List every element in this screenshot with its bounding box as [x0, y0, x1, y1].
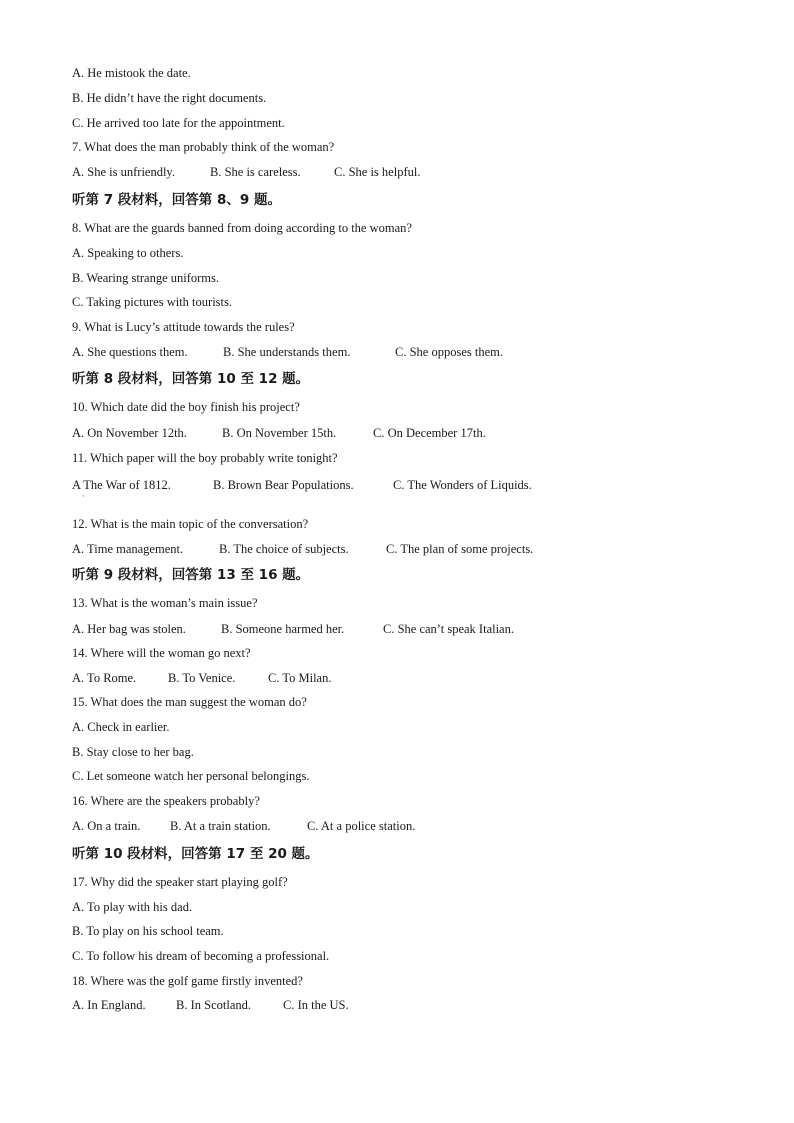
q7-option-a: A. She is unfriendly.: [72, 165, 175, 179]
q11-option-b: B. Brown Bear Populations.: [213, 478, 354, 492]
question-11: 11. Which paper will the boy probably write tonight?: [72, 451, 338, 465]
q8-option-b: B. Wearing strange uniforms.: [72, 271, 219, 285]
q10-option-b: B. On November 15th.: [222, 426, 337, 440]
section-heading-7: 听第 7 段材料，回答第 8、9 题。: [72, 192, 281, 208]
question-15: 15. What does the man suggest the woman do?: [72, 695, 307, 709]
q11-option-c: C. The Wonders of Liquids.: [393, 478, 532, 492]
q15-option-a: A. Check in earlier.: [72, 720, 170, 734]
q6-option-a: A. He mistook the date.: [72, 66, 191, 80]
q9-option-b: B. She understands them.: [223, 345, 351, 359]
q7-option-c: C. She is helpful.: [334, 165, 421, 179]
question-10: 10. Which date did the boy finish his project?: [72, 400, 300, 414]
section-heading-8: 听第 8 段材料，回答第 10 至 12 题。: [72, 371, 310, 387]
q17-option-a: A. To play with his dad.: [72, 900, 193, 914]
q18-option-b: B. In Scotland.: [176, 998, 251, 1012]
q12-option-c: C. The plan of some projects.: [386, 542, 534, 556]
q10-option-a: A. On November 12th.: [72, 426, 187, 440]
q12-option-a: A. Time management.: [72, 542, 184, 556]
q15-option-c: C. Let someone watch her personal belongings.: [72, 769, 310, 783]
q15-option-b: B. Stay close to her bag.: [72, 745, 194, 759]
q17-option-c: C. To follow his dream of becoming a professional.: [72, 949, 330, 963]
q8-option-c: C. Taking pictures with tourists.: [72, 295, 232, 309]
q14-option-b: B. To Venice.: [168, 671, 236, 685]
q13-option-c: C. She can’t speak Italian.: [383, 622, 514, 636]
q9-option-c: C. She opposes them.: [395, 345, 503, 359]
q14-option-c: C. To Milan.: [268, 671, 332, 685]
question-18: 18. Where was the golf game firstly invented?: [72, 974, 303, 988]
q13-option-a: A. Her bag was stolen.: [72, 622, 186, 636]
section-heading-9: 听第 9 段材料，回答第 13 至 16 题。: [72, 567, 310, 583]
question-13: 13. What is the woman’s main issue?: [72, 596, 258, 610]
question-8: 8. What are the guards banned from doing according to the woman?: [72, 221, 412, 235]
q18-option-a: A. In England.: [72, 998, 146, 1012]
q7-option-b: B. She is careless.: [210, 165, 301, 179]
question-17: 17. Why did the speaker start playing golf?: [72, 875, 288, 889]
question-14: 14. Where will the woman go next?: [72, 646, 251, 660]
q13-option-b: B. Someone harmed her.: [221, 622, 345, 636]
q6-option-b: B. He didn’t have the right documents.: [72, 91, 267, 105]
q10-option-c: C. On December 17th.: [373, 426, 486, 440]
q6-option-c: C. He arrived too late for the appointment.: [72, 116, 285, 130]
stray-dot-mark: ·: [82, 492, 85, 501]
q16-option-c: C. At a police station.: [307, 819, 416, 833]
question-16: 16. Where are the speakers probably?: [72, 794, 260, 808]
q17-option-b: B. To play on his school team.: [72, 924, 224, 938]
q16-option-a: A. On a train.: [72, 819, 141, 833]
q18-option-c: C. In the US.: [283, 998, 349, 1012]
question-7: 7. What does the man probably think of the woman?: [72, 140, 335, 154]
section-heading-10: 听第 10 段材料，回答第 17 至 20 题。: [72, 846, 319, 862]
question-9: 9. What is Lucy’s attitude towards the rules?: [72, 320, 295, 334]
q14-option-a: A. To Rome.: [72, 671, 137, 685]
q16-option-b: B. At a train station.: [170, 819, 271, 833]
q11-option-a: A The War of 1812.: [72, 478, 171, 492]
q12-option-b: B. The choice of subjects.: [219, 542, 349, 556]
question-12: 12. What is the main topic of the conversation?: [72, 517, 309, 531]
q9-option-a: A. She questions them.: [72, 345, 188, 359]
q8-option-a: A. Speaking to others.: [72, 246, 184, 260]
